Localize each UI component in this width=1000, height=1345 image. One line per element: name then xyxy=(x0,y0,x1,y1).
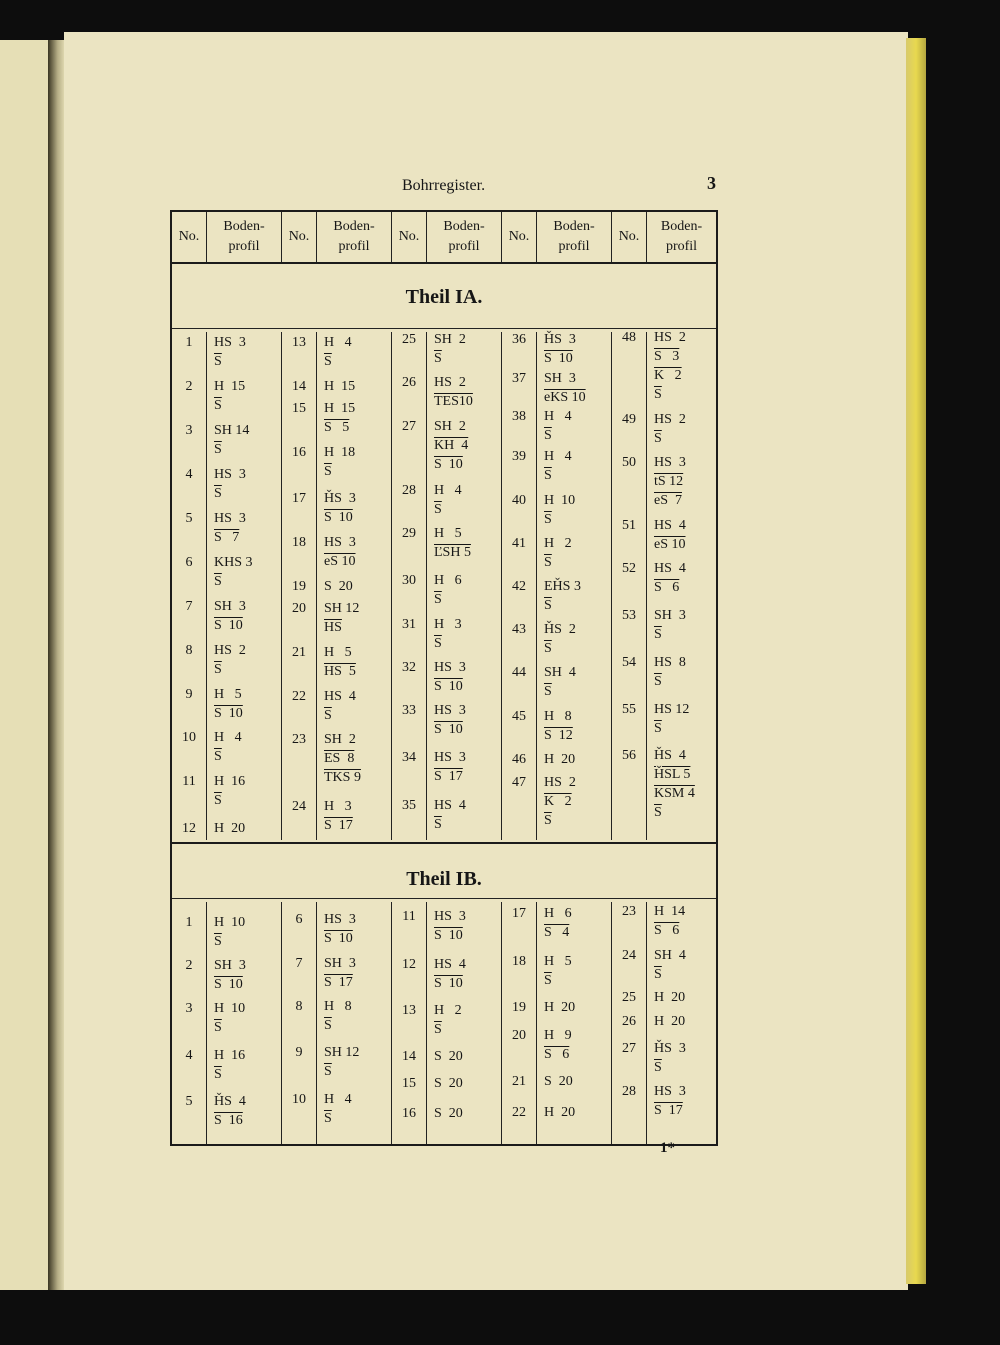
soil-profile-line: $\overline{S}$ xyxy=(214,1067,222,1082)
soil-profile-line: HS 3 xyxy=(214,335,246,350)
soil-profile-line: H 6 xyxy=(544,906,572,921)
soil-profile-line: H 9 xyxy=(544,1028,572,1043)
soil-profile-line: HS 4 xyxy=(654,518,686,533)
soil-profile-line: $\overline{S}$ xyxy=(434,817,442,832)
entry-number: 52 xyxy=(622,561,636,576)
entry-number: 11 xyxy=(402,909,416,924)
section-title-ib: Theil IB. xyxy=(406,868,482,890)
entry-number: 38 xyxy=(512,409,526,424)
soil-profile-line: $\overline{S}$ xyxy=(214,486,222,501)
header-no-2: No. xyxy=(288,229,310,244)
soil-profile-line: H 6 xyxy=(434,573,462,588)
column-rule xyxy=(426,212,427,262)
entry-number: 37 xyxy=(512,371,526,386)
entry-number: 33 xyxy=(402,703,416,718)
soil-profile-line: H 10 xyxy=(214,1001,246,1016)
soil-profile-line: S 17 xyxy=(654,1103,683,1118)
entry-number: 22 xyxy=(512,1105,526,1120)
header-profile-3: Boden- profil xyxy=(443,219,485,254)
entry-number: 31 xyxy=(402,617,416,632)
soil-profile-line: S 20 xyxy=(324,579,353,594)
soil-profile-line: S 10 xyxy=(434,722,463,737)
soil-profile-line: eS 10 xyxy=(654,537,686,552)
soil-profile-line: ȞSL 5 xyxy=(654,767,691,782)
soil-profile-line: $\overline{S}$ xyxy=(214,1020,222,1035)
left-page-edge xyxy=(0,40,48,1290)
table-header-row xyxy=(172,212,716,264)
soil-profile-line: HS 3 xyxy=(434,750,466,765)
column-rule xyxy=(646,902,647,1144)
entry-number: 5 xyxy=(185,1094,193,1109)
entry-number: 26 xyxy=(622,1014,636,1029)
entry-number: 46 xyxy=(512,752,526,767)
soil-profile-line: S 17 xyxy=(324,818,353,833)
soil-profile-line: $\overline{S}$ xyxy=(654,431,662,446)
soil-profile-line: H 5 xyxy=(214,687,242,702)
soil-profile-line: H 15 xyxy=(214,379,246,394)
soil-profile-line: SH 4 xyxy=(654,948,686,963)
entry-number: 17 xyxy=(292,491,306,506)
column-rule xyxy=(536,332,537,840)
entry-number: 23 xyxy=(292,732,306,747)
soil-profile-line: ȞS 3 xyxy=(654,1041,686,1056)
soil-profile-line: $\overline{S}$ xyxy=(544,641,552,656)
soil-profile-line: HS 3 xyxy=(654,1084,686,1099)
soil-profile-line: H 20 xyxy=(654,990,686,1005)
column-rule xyxy=(536,902,537,1144)
soil-profile-line: H 5 xyxy=(434,526,462,541)
column-rule xyxy=(426,332,427,840)
soil-profile-line: H 20 xyxy=(654,1014,686,1029)
soil-profile-line: HS 3 xyxy=(434,909,466,924)
soil-profile-line: S 20 xyxy=(434,1076,463,1091)
soil-profile-line: $\overline{S}$ xyxy=(544,512,552,527)
soil-profile-line: S 20 xyxy=(544,1074,573,1089)
soil-profile-line: S 17 xyxy=(324,975,353,990)
soil-profile-line: eKS 10 xyxy=(544,390,586,405)
soil-profile-line: HS 3 xyxy=(434,660,466,675)
entry-number: 27 xyxy=(622,1041,636,1056)
soil-profile-line: $\overline{S}$ xyxy=(544,468,552,483)
soil-profile-line: S 10 xyxy=(214,618,243,633)
entry-number: 16 xyxy=(292,445,306,460)
soil-profile-line: HS 3 xyxy=(214,511,246,526)
soil-profile-line: S 6 xyxy=(654,580,680,595)
entry-number: 16 xyxy=(402,1106,416,1121)
soil-profile-line: SH 2 xyxy=(434,332,466,347)
soil-profile-line: $\overline{S}$ xyxy=(214,442,222,457)
soil-profile-line: S 3 xyxy=(654,349,680,364)
soil-profile-line: $\overline{S}$ xyxy=(434,592,442,607)
entry-number: 47 xyxy=(512,775,526,790)
soil-profile-line: HS 2 xyxy=(434,375,466,390)
entry-number: 44 xyxy=(512,665,526,680)
entry-number: 25 xyxy=(622,990,636,1005)
soil-profile-line: $\overline{S}$ xyxy=(324,1018,332,1033)
header-profile-5: Boden- profil xyxy=(660,219,703,254)
entry-number: 45 xyxy=(512,709,526,724)
column-rule xyxy=(206,212,207,262)
soil-profile-line: HS 4 xyxy=(434,957,466,972)
soil-profile-line: H 16 xyxy=(214,774,246,789)
soil-profile-line: H 2 xyxy=(544,536,572,551)
soil-profile-line: HS 4 xyxy=(434,798,466,813)
entry-number: 13 xyxy=(402,1003,416,1018)
soil-profile-line: HS 3 xyxy=(324,535,356,550)
entry-number: 7 xyxy=(185,599,193,614)
soil-profile-line: $\overline{HS}$ xyxy=(324,620,342,635)
column-rule xyxy=(281,212,282,262)
entry-number: 42 xyxy=(512,579,526,594)
soil-profile-line: $\overline{S}$ xyxy=(214,574,222,589)
entry-number: 30 xyxy=(402,573,416,588)
entry-number: 3 xyxy=(185,1001,193,1016)
column-rule xyxy=(316,332,317,840)
soil-profile-line: H 8 xyxy=(544,709,572,724)
entry-number: 28 xyxy=(622,1084,636,1099)
soil-profile-line: S 6 xyxy=(654,923,680,938)
soil-profile-line: SH 4 xyxy=(544,665,576,680)
soil-profile-line: $\overline{S}$ xyxy=(654,805,662,820)
entry-number: 23 xyxy=(622,904,636,919)
entry-number: 4 xyxy=(185,467,193,482)
soil-profile-line: HS 5 xyxy=(324,664,356,679)
soil-profile-line: $\overline{S}$ xyxy=(214,354,222,369)
soil-profile-line: tS 12 xyxy=(654,474,684,489)
entry-number: 22 xyxy=(292,689,306,704)
soil-profile-line: HS 4 xyxy=(324,689,356,704)
section-title-ia: Theil IA. xyxy=(405,286,483,308)
soil-profile-line: SH 12 xyxy=(324,601,360,616)
entry-number: 8 xyxy=(295,999,303,1014)
soil-profile-line: S 6 xyxy=(544,1047,570,1062)
soil-profile-line: $\overline{S}$ xyxy=(654,627,662,642)
soil-profile-line: $\overline{S}$ xyxy=(214,662,222,677)
header-profile-2: Boden- profil xyxy=(333,219,375,254)
soil-profile-line: S 10 xyxy=(434,976,463,991)
book-gutter xyxy=(48,40,64,1290)
entry-number: 4 xyxy=(185,1048,193,1063)
soil-profile-line: H 8 xyxy=(324,999,352,1014)
soil-profile-line: H 2 xyxy=(434,1003,462,1018)
entry-number: 3 xyxy=(185,423,193,438)
soil-profile-line: HS 12 xyxy=(654,702,690,717)
entry-number: 20 xyxy=(292,601,306,616)
soil-profile-line: H 20 xyxy=(544,752,576,767)
soil-profile-line: $\overline{S}$ xyxy=(214,749,222,764)
soil-profile-line: $\overline{S}$ xyxy=(654,721,662,736)
entry-number: 7 xyxy=(295,956,303,971)
soil-profile-line: SH 3 xyxy=(214,599,246,614)
soil-profile-line: SH 3 xyxy=(324,956,356,971)
entry-number: 41 xyxy=(512,536,526,551)
soil-profile-line: ĽSH 5 xyxy=(434,545,471,560)
soil-profile-line: SH 3 xyxy=(214,958,246,973)
soil-profile-line: H 20 xyxy=(544,1000,576,1015)
column-rule xyxy=(206,332,207,840)
column-rule xyxy=(391,212,392,262)
soil-profile-line: H 18 xyxy=(324,445,356,460)
soil-profile-line: S 10 xyxy=(324,931,353,946)
bore-register-table xyxy=(170,210,718,1146)
entry-number: 17 xyxy=(512,906,526,921)
entry-number: 50 xyxy=(622,455,636,470)
column-rule xyxy=(316,902,317,1144)
entry-number: 49 xyxy=(622,412,636,427)
entry-number: 28 xyxy=(402,483,416,498)
soil-profile-line: $\overline{S}$ xyxy=(434,1022,442,1037)
soil-profile-line: HS 2 xyxy=(654,330,686,345)
soil-profile-line: $\overline{S}$ xyxy=(654,967,662,982)
soil-profile-line: S 10 xyxy=(434,457,463,472)
soil-profile-line: S 16 xyxy=(214,1113,243,1128)
section-ia-divider xyxy=(172,328,716,329)
soil-profile-line: H 4 xyxy=(324,335,352,350)
page-number: 3 xyxy=(707,173,716,193)
entry-number: 5 xyxy=(185,511,193,526)
entry-number: 18 xyxy=(512,954,526,969)
column-rule xyxy=(426,902,427,1144)
soil-profile-line: $\overline{S}$ xyxy=(434,502,442,517)
soil-profile-line: K 2 xyxy=(544,794,572,809)
soil-profile-line: KH 4 xyxy=(434,438,469,453)
soil-profile-line: H 15 xyxy=(324,379,356,394)
soil-profile-line: KHS 3 xyxy=(214,555,253,570)
entry-number: 10 xyxy=(292,1092,306,1107)
soil-profile-line: S 10 xyxy=(434,679,463,694)
soil-profile-line: S 10 xyxy=(434,928,463,943)
soil-profile-line: S 10 xyxy=(544,351,573,366)
soil-profile-line: HS 2 xyxy=(654,412,686,427)
entry-number: 34 xyxy=(402,750,416,765)
soil-profile-line: H 10 xyxy=(214,915,246,930)
section-separator xyxy=(172,842,716,844)
soil-profile-line: H 3 xyxy=(434,617,462,632)
soil-profile-line: H 20 xyxy=(544,1105,576,1120)
entry-number: 55 xyxy=(622,702,636,717)
entry-number: 54 xyxy=(622,655,636,670)
entry-number: 21 xyxy=(512,1074,526,1089)
soil-profile-line: KSM 4 xyxy=(654,786,695,801)
entry-number: 36 xyxy=(512,332,526,347)
entry-number: 8 xyxy=(185,643,193,658)
soil-profile-line: HS 3 xyxy=(654,455,686,470)
column-rule xyxy=(646,332,647,840)
entry-number: 43 xyxy=(512,622,526,637)
header-profile-1: Boden- profil xyxy=(223,219,265,254)
entry-number: 24 xyxy=(292,799,306,814)
entry-number: 14 xyxy=(402,1049,416,1064)
soil-profile-line: $\overline{S}$ xyxy=(324,1064,332,1079)
entry-number: 2 xyxy=(185,958,193,973)
soil-profile-line: S 5 xyxy=(324,420,350,435)
soil-profile-line: H 20 xyxy=(214,821,246,836)
entry-number: 6 xyxy=(295,912,303,927)
entry-number: 15 xyxy=(292,401,306,416)
entry-number: 32 xyxy=(402,660,416,675)
soil-profile-line: $\overline{S}$ xyxy=(544,973,552,988)
soil-profile-line: H 14 xyxy=(654,904,686,919)
entry-number: 1 xyxy=(185,335,193,350)
soil-profile-line: S 20 xyxy=(434,1049,463,1064)
soil-profile-line: $\overline{S}$ xyxy=(544,684,552,699)
entry-number: 25 xyxy=(402,332,416,347)
entry-number: 12 xyxy=(402,957,416,972)
soil-profile-line: $\overline{S}$ xyxy=(544,428,552,443)
entry-number: 2 xyxy=(185,379,193,394)
soil-profile-line: HS 2 xyxy=(544,775,576,790)
soil-profile-line: H 5 xyxy=(324,645,352,660)
soil-profile-line: H 4 xyxy=(214,730,242,745)
column-rule xyxy=(206,902,207,1144)
soil-profile-line: $\overline{S}$ xyxy=(654,387,662,402)
column-rule xyxy=(536,212,537,262)
entry-number: 9 xyxy=(185,687,193,702)
soil-profile-line: $\overline{S}$ xyxy=(434,636,442,651)
soil-profile-line: $\overline{S}$ xyxy=(324,464,332,479)
entry-number: 14 xyxy=(292,379,306,394)
column-rule xyxy=(316,212,317,262)
soil-profile-line: HS 2 xyxy=(214,643,246,658)
soil-profile-line: eS 10 xyxy=(324,554,356,569)
column-rule xyxy=(646,212,647,262)
soil-profile-line: $\overline{S}$ xyxy=(434,351,442,366)
entry-number: 27 xyxy=(402,419,416,434)
soil-profile-line: ȞS 4 xyxy=(654,748,686,763)
entry-number: 13 xyxy=(292,335,306,350)
entry-number: 53 xyxy=(622,608,636,623)
soil-profile-line: SH 2 xyxy=(324,732,356,747)
section-ib-divider xyxy=(172,898,716,899)
signature-mark: 1* xyxy=(660,1140,675,1156)
soil-profile-line: H 3 xyxy=(324,799,352,814)
soil-profile-line: $\overline{S}$ xyxy=(654,674,662,689)
entry-number: 24 xyxy=(622,948,636,963)
soil-profile-line: TES10 xyxy=(434,394,473,409)
soil-profile-line: SH 14 xyxy=(214,423,250,438)
soil-profile-line: $\overline{S}$ xyxy=(654,1060,662,1075)
soil-profile-line: EȞS 3 xyxy=(544,579,581,594)
soil-profile-line: eS 7 xyxy=(654,493,682,508)
entry-number: 19 xyxy=(292,579,306,594)
soil-profile-line: H 15 xyxy=(324,401,356,416)
entry-number: 15 xyxy=(402,1076,416,1091)
entry-number: 51 xyxy=(622,518,636,533)
entry-number: 48 xyxy=(622,330,636,345)
soil-profile-line: H 4 xyxy=(324,1092,352,1107)
entry-number: 39 xyxy=(512,449,526,464)
soil-profile-line: HS 8 xyxy=(654,655,686,670)
entry-number: 12 xyxy=(182,821,196,836)
soil-profile-line: H 5 xyxy=(544,954,572,969)
column-rule xyxy=(611,212,612,262)
soil-profile-line: ȞS 3 xyxy=(324,491,356,506)
soil-profile-line: $\overline{S}$ xyxy=(324,1111,332,1126)
soil-profile-line: SH 3 xyxy=(544,371,576,386)
soil-profile-line: S 17 xyxy=(434,769,463,784)
soil-profile-line: ES 8 xyxy=(324,751,355,766)
header-profile-4: Boden- profil xyxy=(553,219,595,254)
soil-profile-line: H 16 xyxy=(214,1048,246,1063)
soil-profile-line: $\overline{S}$ xyxy=(544,555,552,570)
soil-profile-line: S 20 xyxy=(434,1106,463,1121)
soil-profile-line: SH 12 xyxy=(324,1045,360,1060)
soil-profile-line: $\overline{S}$ xyxy=(214,398,222,413)
header-no-1: No. xyxy=(178,229,200,244)
soil-profile-line: S 10 xyxy=(214,706,243,721)
soil-profile-line: S 7 xyxy=(214,530,240,545)
entry-number: 11 xyxy=(182,774,196,789)
entry-number: 19 xyxy=(512,1000,526,1015)
entry-number: 56 xyxy=(622,748,636,763)
entry-number: 26 xyxy=(402,375,416,390)
soil-profile-line: TKS 9 xyxy=(324,770,361,785)
soil-profile-line: HS 3 xyxy=(434,703,466,718)
soil-profile-line: $\overline{S}$ xyxy=(324,708,332,723)
soil-profile-line: H 4 xyxy=(434,483,462,498)
soil-profile-line: K 2 xyxy=(654,368,682,383)
page-edge-strip xyxy=(906,38,926,1284)
header-no-5: No. xyxy=(618,229,640,244)
entry-number: 1 xyxy=(185,915,193,930)
soil-profile-line: SH 2 xyxy=(434,419,466,434)
entry-number: 20 xyxy=(512,1028,526,1043)
soil-profile-line: S 4 xyxy=(544,925,570,940)
header-no-4: No. xyxy=(508,229,530,244)
header-no-3: No. xyxy=(398,229,420,244)
soil-profile-line: H 10 xyxy=(544,493,576,508)
soil-profile-line: HS 4 xyxy=(654,561,686,576)
soil-profile-line: S 10 xyxy=(214,977,243,992)
soil-profile-line: $\overline{S}$ xyxy=(214,934,222,949)
soil-profile-line: $\overline{S}$ xyxy=(214,793,222,808)
entry-number: 6 xyxy=(185,555,193,570)
entry-number: 40 xyxy=(512,493,526,508)
entry-number: 29 xyxy=(402,526,416,541)
column-rule xyxy=(501,212,502,262)
soil-profile-line: HS 3 xyxy=(324,912,356,927)
soil-profile-line: HS 3 xyxy=(214,467,246,482)
soil-profile-line: S 10 xyxy=(324,510,353,525)
entry-number: 35 xyxy=(402,798,416,813)
running-title: Bohrregister. xyxy=(402,177,486,194)
entry-number: 9 xyxy=(295,1045,303,1060)
entry-number: 18 xyxy=(292,535,306,550)
soil-profile-line: ȞS 4 xyxy=(214,1094,246,1109)
soil-profile-line: SH 3 xyxy=(654,608,686,623)
entry-number: 21 xyxy=(292,645,306,660)
soil-profile-line: $\overline{S}$ xyxy=(544,598,552,613)
soil-profile-line: H 4 xyxy=(544,449,572,464)
soil-profile-line: ȞS 2 xyxy=(544,622,576,637)
soil-profile-line: ȞS 3 xyxy=(544,332,576,347)
soil-profile-line: $\overline{S}$ xyxy=(544,813,552,828)
soil-profile-line: $\overline{S}$ xyxy=(324,354,332,369)
soil-profile-line: H 4 xyxy=(544,409,572,424)
entry-number: 10 xyxy=(182,730,196,745)
soil-profile-line: S 12 xyxy=(544,728,573,743)
